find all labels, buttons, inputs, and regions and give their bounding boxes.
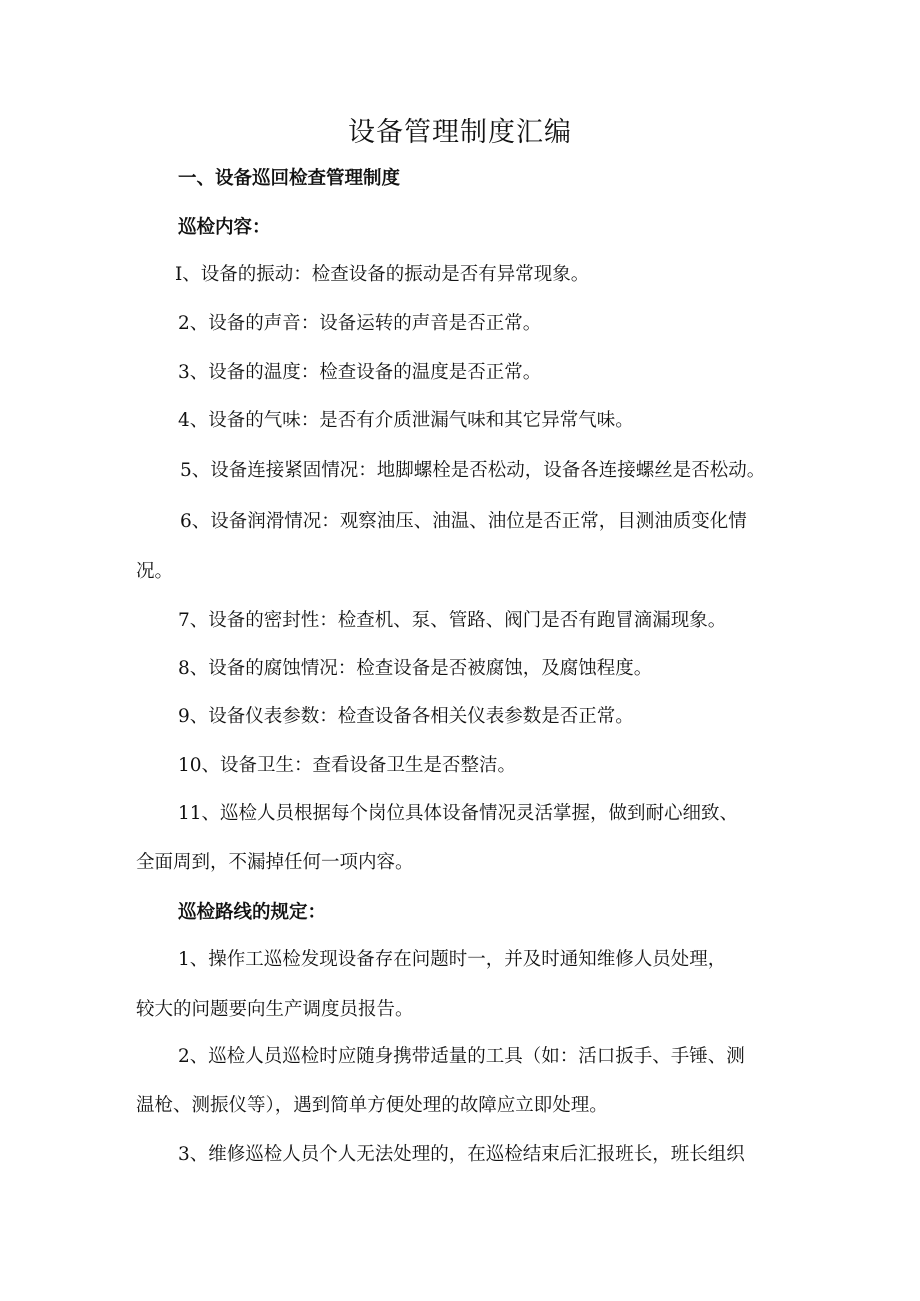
route-item: 3、维修巡检人员个人无法处理的，在巡检结束后汇报班长，班长组织 <box>178 1144 745 1165</box>
inspection-content-heading: 巡检内容： <box>178 217 271 238</box>
inspection-item: I、设备的振动：检查设备的振动是否有异常现象。 <box>175 264 590 285</box>
inspection-item: 7、设备的密封性：检查机、泵、管路、阀门是否有跑冒滴漏现象。 <box>178 610 727 631</box>
route-item-continuation: 较大的问题要向生产调度员报告。 <box>136 999 414 1020</box>
route-item: 1、操作工巡检发现设备存在问题时一，并及时通知维修人员处理， <box>178 949 727 970</box>
inspection-item: 2、设备的声音：设备运转的声音是否正常。 <box>178 313 542 334</box>
route-item: 2、巡检人员巡检时应随身携带适量的工具（如：活口扳手、手锤、测 <box>178 1046 745 1067</box>
inspection-item: 5、设备连接紧固情况：地脚螺栓是否松动，设备各连接螺丝是否松动。 <box>180 460 766 481</box>
inspection-item-continuation: 况。 <box>136 561 174 582</box>
inspection-item: 9、设备仪表参数：检查设备各相关仪表参数是否正常。 <box>178 706 634 727</box>
inspection-item: 3、设备的温度：检查设备的温度是否正常。 <box>178 362 542 383</box>
section-heading: 一、设备巡回检查管理制度 <box>178 168 401 189</box>
inspection-item: 10、设备卫生：查看设备卫生是否整洁。 <box>178 755 517 776</box>
inspection-item: 11、巡检人员根据每个岗位具体设备情况灵活掌握，做到耐心细致、 <box>178 803 739 824</box>
inspection-item: 6、设备润滑情况：观察油压、油温、油位是否正常，目测油质变化情 <box>180 511 747 532</box>
document-title: 设备管理制度汇编 <box>348 117 572 148</box>
inspection-item: 8、设备的腐蚀情况：检查设备是否被腐蚀，及腐蚀程度。 <box>178 658 653 679</box>
route-item-continuation: 温枪、测振仪等），遇到简单方便处理的故障应立即处理。 <box>136 1095 608 1116</box>
route-heading: 巡检路线的规定： <box>178 902 327 923</box>
inspection-item: 4、设备的气味：是否有介质泄漏气味和其它异常气味。 <box>178 410 634 431</box>
inspection-item-continuation: 全面周到，不漏掉任何一项内容。 <box>136 852 414 873</box>
